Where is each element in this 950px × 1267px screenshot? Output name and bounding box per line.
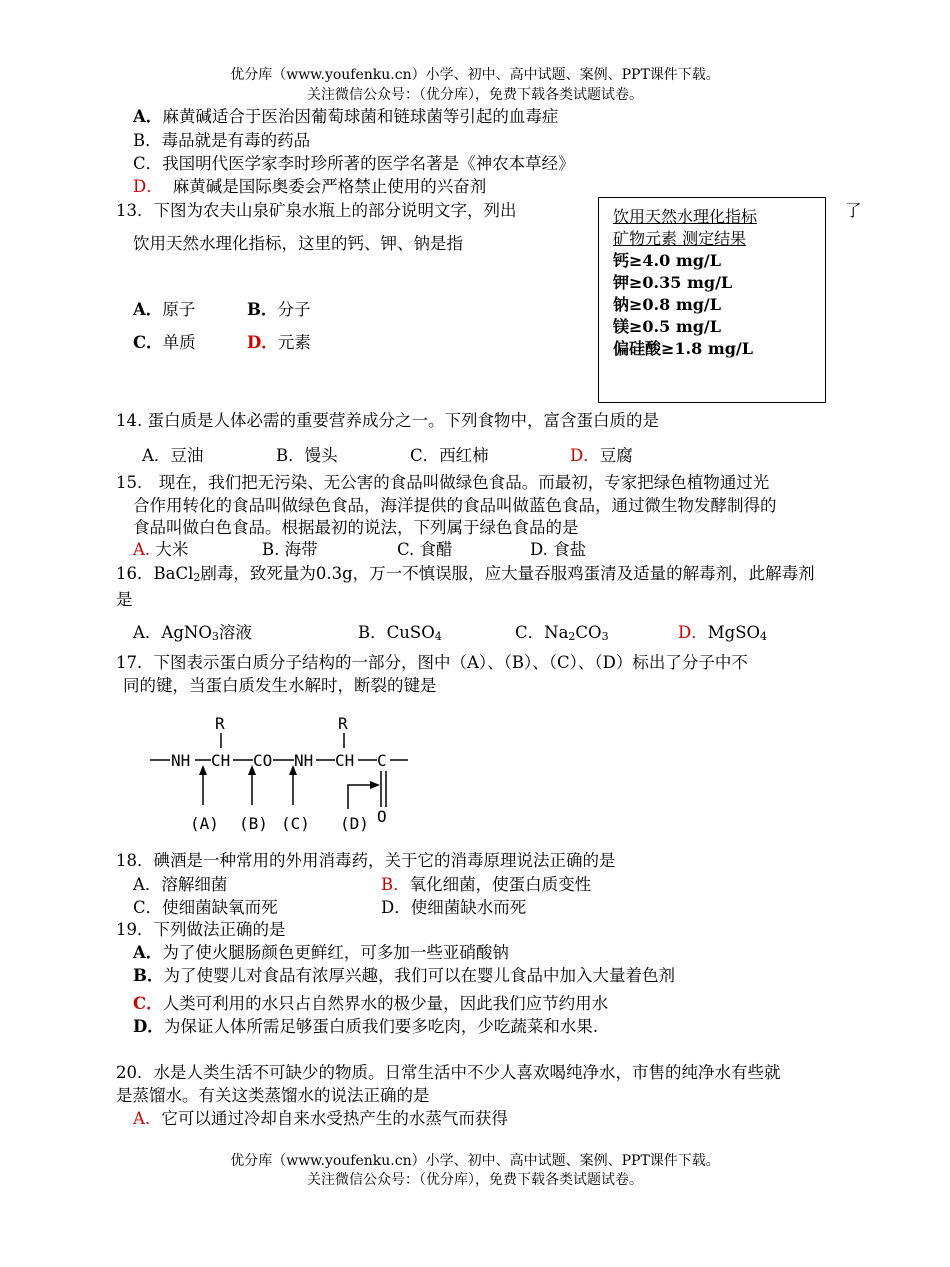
- q15-option-b: [262, 539, 318, 561]
- option-label: A．: [133, 875, 162, 894]
- q16-number: 16．: [116, 564, 154, 583]
- option-text: 为了使火腿肠颜色更鲜红，可多加一些亚硝酸钠: [162, 943, 509, 962]
- option-text: 使细菌缺氧而死: [162, 898, 278, 917]
- option-text: 原子: [162, 300, 196, 319]
- mineral-row-potassium: 钾≥0.35 mg/L: [613, 273, 733, 292]
- option-label: A.: [133, 540, 151, 559]
- option-label: C．: [515, 623, 545, 642]
- option-label: B．: [358, 623, 387, 642]
- bond-label-d: (D): [340, 814, 369, 833]
- mineral-box-title: 饮用天然水理化指标: [613, 207, 758, 226]
- option-label: C．: [133, 994, 163, 1013]
- q12-option-d: [133, 176, 486, 198]
- q19-option-a: [133, 942, 509, 964]
- option-label: C．: [133, 333, 163, 352]
- q18-option-d: [381, 897, 526, 919]
- option-label: D．: [570, 446, 600, 465]
- q15-stem-line2: 合作用转化的食品叫做绿色食品，海洋提供的食品叫做蓝色食品，通过微生物发酵制得的: [133, 496, 777, 515]
- q12-option-a: [133, 106, 558, 128]
- mineral-box-subtitle: 矿物元素 测定结果: [613, 229, 747, 248]
- r-group-2: R: [338, 714, 348, 733]
- q15-stem-line1: 15． 现在，我们把无污染、无公害的食品叫做绿色食品。而最初，专家把绿色植物通过光: [116, 473, 770, 492]
- q12-option-c: [133, 153, 575, 175]
- page-header-line2: 关注微信公众号：（优分库），免费下载各类试题试卷。: [307, 87, 643, 103]
- option-label: B.: [262, 540, 280, 559]
- peptide-bond-diagram: [140, 705, 440, 835]
- option-label: A．: [142, 446, 171, 465]
- q19-stem: 19．下列做法正确的是: [116, 920, 286, 939]
- option-label: D．: [381, 898, 411, 917]
- option-text: 豆油: [170, 446, 204, 465]
- chain-nh-1: NH: [171, 751, 191, 770]
- option-text: 海带: [284, 540, 318, 559]
- mineral-row-magnesium: 镁≥0.5 mg/L: [613, 317, 722, 336]
- q16-option-a: A．AgNO$_3$溶液: [133, 623, 252, 643]
- mineral-info-box: [598, 197, 826, 403]
- option-text: 它可以通过冷却自来水受热产生的水蒸气而获得: [161, 1109, 508, 1128]
- option-label: B．: [133, 131, 162, 150]
- option-text: 为保证人体所需足够蛋白质我们要多吃肉，少吃蔬菜和水果.: [163, 1017, 599, 1036]
- option-text: 馒头: [304, 446, 338, 465]
- q17-stem-line1: 17．下图表示蛋白质分子结构的一部分，图中（A）、（B）、（C）、（D）标出了分子中不: [116, 653, 748, 672]
- q19-option-b: [133, 965, 675, 987]
- chain-ch-2: CH: [335, 751, 355, 770]
- q13-option-c: [133, 332, 196, 354]
- q13-stem-tail: 了: [845, 201, 862, 220]
- q16-stem-line1: [116, 563, 815, 585]
- q18-stem: 18．碘酒是一种常用的外用消毒药，关于它的消毒原理说法正确的是: [116, 851, 616, 870]
- q16-formula: BaCl$_2$: [153, 564, 201, 584]
- option-label: C．: [410, 446, 440, 465]
- q14-stem: 14. 蛋白质是人体必需的重要营养成分之一。下列食物中，富含蛋白质的是: [116, 411, 659, 430]
- option-label: D．: [678, 623, 708, 642]
- option-text: 为了使婴儿对食品有浓厚兴趣，我们可以在婴儿食品中加入大量着色剂: [163, 966, 675, 985]
- r-group-1: R: [215, 714, 225, 733]
- option-text: 大米: [155, 540, 189, 559]
- chain-co: CO: [253, 751, 273, 770]
- option-text: 食醋: [419, 540, 453, 559]
- option-text: 氧化细菌，使蛋白质变性: [409, 875, 592, 894]
- option-text: 元素: [277, 333, 311, 352]
- chain-ch-1: CH: [211, 751, 231, 770]
- q12-option-b: [133, 130, 310, 152]
- option-text: 人类可利用的水只占自然界水的极少量，因此我们应节约用水: [162, 994, 609, 1013]
- q14-option-a: [142, 445, 203, 467]
- chain-nh-2: NH: [294, 751, 314, 770]
- page-header-line1: 优分库（www.youfenku.cn）小学、初中、高中试题、案例、PPT课件下载。: [230, 67, 720, 83]
- q16-option-b: B．CuSO$_4$: [358, 623, 442, 643]
- q14-option-c: [410, 445, 489, 467]
- option-text: 分子: [277, 300, 311, 319]
- q18-option-b: [381, 874, 591, 896]
- option-text: 食盐: [553, 540, 587, 559]
- carbonyl-o: O: [377, 807, 387, 826]
- q15-option-d: [530, 539, 586, 561]
- q15-stem-line3: 食品叫做白色食品。根据最初的说法，下列属于绿色食品的是: [133, 518, 579, 537]
- option-label: C．: [133, 154, 163, 173]
- q16-stem-line2: 是: [116, 590, 133, 609]
- q17-stem-line2: 同的键，当蛋白质发生水解时，断裂的键是: [123, 676, 437, 695]
- option-label: B．: [247, 300, 278, 319]
- q20-stem-line2: 是蒸馏水。有关这类蒸馏水的说法正确的是: [116, 1086, 430, 1105]
- option-text: 西红柿: [439, 446, 489, 465]
- option-text: 单质: [162, 333, 196, 352]
- page-footer-line1: 优分库（www.youfenku.cn）小学、初中、高中试题、案例、PPT课件下载。: [230, 1153, 720, 1169]
- q16-stem-text: 剧毒，致死量为0.3g，万一不慎误服，应大量吞服鸡蛋清及适量的解毒剂，此解毒剂: [200, 564, 815, 583]
- option-label: A．: [133, 943, 163, 962]
- q13-stem-line2: 饮用天然水理化指标，这里的钙、钾、钠是指: [133, 234, 463, 253]
- mineral-row-sodium: 钠≥0.8 mg/L: [613, 295, 722, 314]
- option-text: 豆腐: [599, 446, 633, 465]
- mineral-row-metasilicic: 偏硅酸≥1.8 mg/L: [613, 339, 754, 358]
- q13-stem-line1: 13．下图为农夫山泉矿泉水瓶上的部分说明文字，列出: [116, 201, 517, 220]
- option-text: 使细菌缺水而死: [410, 898, 527, 917]
- q13-option-d: [247, 332, 311, 354]
- bond-label-a: (A): [190, 814, 219, 833]
- option-label: D．: [247, 333, 278, 352]
- q15-option-c: [397, 539, 453, 561]
- page-footer-line2: 关注微信公众号：（优分库），免费下载各类试题试卷。: [307, 1172, 643, 1188]
- option-label: A．: [133, 1109, 162, 1128]
- option-label: A．: [133, 300, 163, 319]
- option-label: D．: [133, 1017, 164, 1036]
- q16-option-c: C．$Na_2CO_3$: [515, 623, 609, 643]
- option-label: D.: [530, 540, 548, 559]
- option-label: C．: [133, 898, 163, 917]
- option-label: A．: [133, 107, 163, 126]
- bond-label-c: (C): [281, 814, 310, 833]
- q18-option-c: [133, 897, 278, 919]
- option-label: D．: [133, 177, 163, 196]
- option-text: 我国明代医学家李时珍所著的医学名著是《神农本草经》: [162, 154, 575, 173]
- option-label: B．: [276, 446, 305, 465]
- q14-option-b: [276, 445, 338, 467]
- q13-option-b: [247, 299, 310, 321]
- option-label: C.: [397, 540, 415, 559]
- q13-option-a: [133, 299, 195, 321]
- q20-option-a: [133, 1108, 508, 1130]
- option-label: B．: [381, 875, 410, 894]
- q16-option-d: D．MgSO$_4$: [678, 623, 768, 643]
- chain-c: C: [377, 751, 387, 770]
- option-text: 溶解细菌: [161, 875, 228, 894]
- q20-stem-line1: 20．水是人类生活不可缺少的物质。日常生活中不少人喜欢喝纯净水，市售的纯净水有些就: [116, 1063, 781, 1082]
- q14-option-d: [570, 445, 633, 467]
- mineral-row-calcium: 钙≥4.0 mg/L: [613, 251, 722, 270]
- option-text: 麻黄碱是国际奥委会严格禁止使用的兴奋剂: [172, 177, 487, 196]
- option-text: 麻黄碱适合于医治因葡萄球菌和链球菌等引起的血毒症: [162, 107, 559, 126]
- option-label: B．: [133, 966, 164, 985]
- q18-option-a: [133, 874, 227, 896]
- q19-option-d: [133, 1016, 598, 1038]
- bond-label-b: (B): [239, 814, 268, 833]
- q15-option-a: [133, 539, 188, 561]
- option-text: 毒品就是有毒的药品: [161, 131, 311, 150]
- option-label: A．: [133, 623, 162, 642]
- q19-option-c: [133, 993, 608, 1015]
